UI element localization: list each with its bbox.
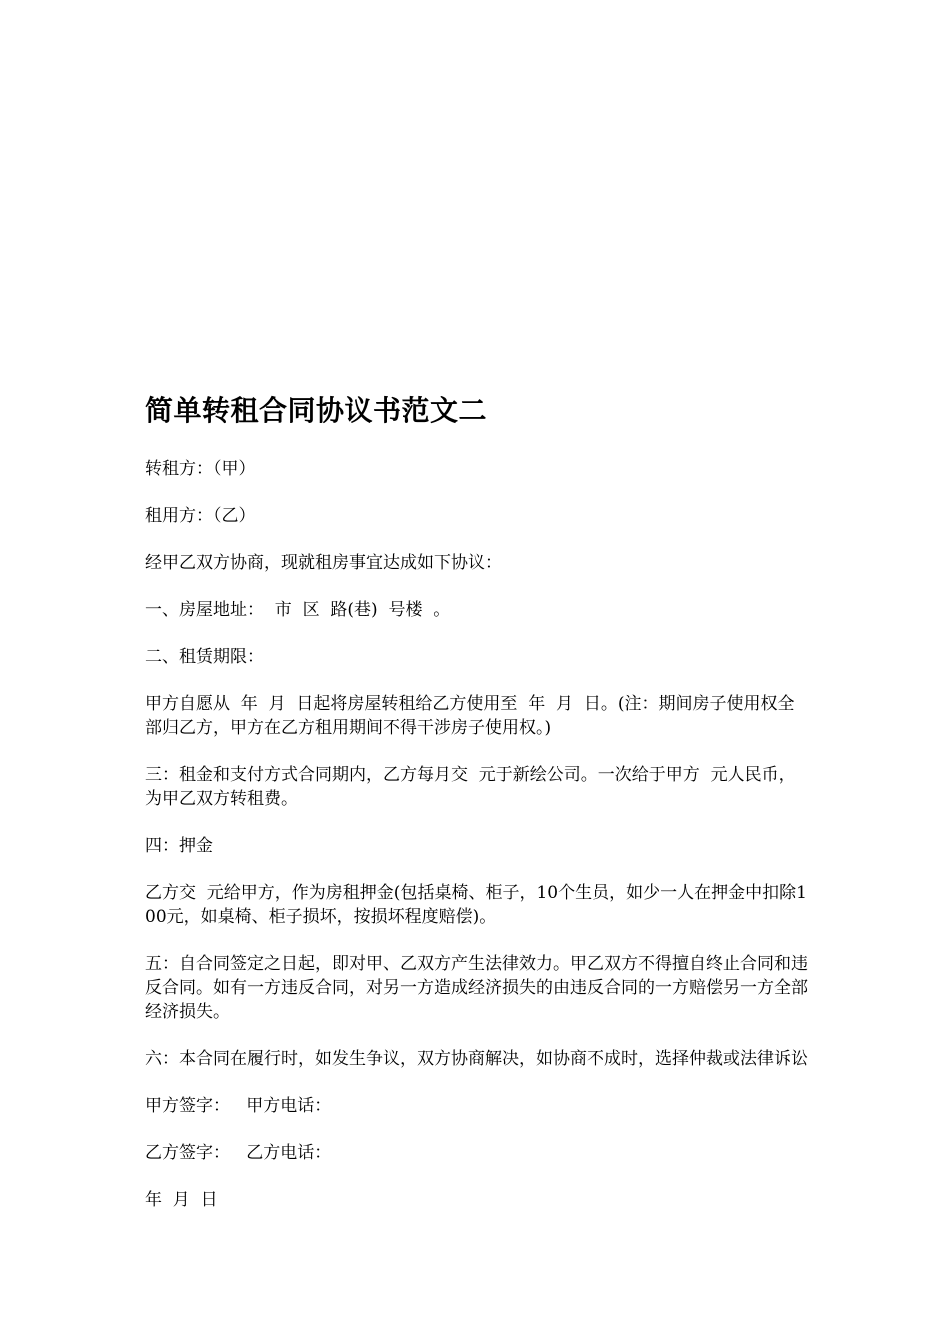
clause-3-rent: 三：租金和支付方式合同期内，乙方每月交 元于新绘公司。一次给于甲方 元人民币，为甲乙双方转租费。 [145,765,796,809]
document-title: 简单转租合同协议书范文二 [145,394,488,427]
party-a-signature: 甲方签字： 甲方电话： [145,1096,332,1116]
party-a-line: 转租方：（甲） [145,459,256,479]
document-page [145,385,810,1235]
clause-4-heading: 四：押金 [145,836,213,856]
party-b-signature: 乙方签字： 乙方电话： [145,1143,332,1163]
clause-5-effect: 五：自合同签定之日起，即对甲、乙双方产生法律效力。甲乙双方不得擅自终止合同和违反合同。如有一方违反合同，对另一方造成经济损失的由违反合同的一方赔偿另一方全部经济损失。 [145,954,808,1022]
intro-paragraph: 经甲乙双方协商，现就租房事宜达成如下协议： [145,553,502,573]
clause-2-term: 甲方自愿从 年 月 日起将房屋转租给乙方使用至 年 月 日。(注：期间房子使用权全部归乙方，甲方在乙方租用期间不得干涉房子使用权。) [145,694,795,738]
party-b-line: 租用方：（乙） [145,506,256,526]
date-line: 年 月 日 [145,1190,218,1210]
clause-1-address: 一、房屋地址： 市 区 路(巷) 号楼 。 [145,600,451,620]
clause-6-dispute: 六：本合同在履行时，如发生争议，双方协商解决，如协商不成时，选择仲裁或法律诉讼 [145,1049,808,1069]
clause-4-deposit: 乙方交 元给甲方，作为房租押金(包括桌椅、柜子，10个生员，如少一人在押金中扣除100元，如桌椅、柜子损坏，按损坏程度赔偿)。 [145,883,807,927]
clause-2-heading: 二、租赁期限： [145,647,264,667]
